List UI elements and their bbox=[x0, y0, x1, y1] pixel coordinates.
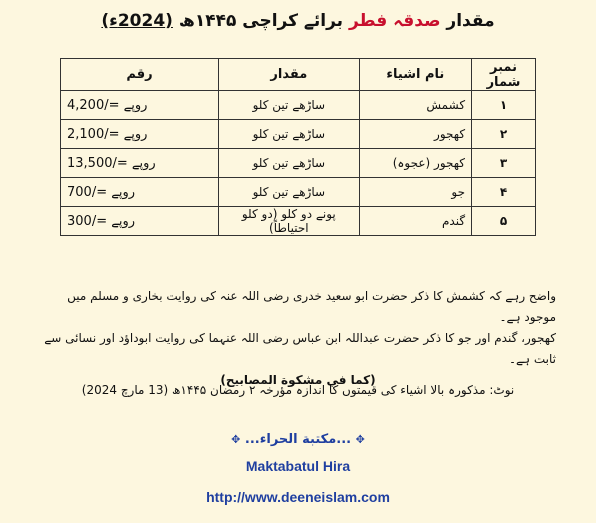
title-middle: برائے کراچی ۱۴۴۵ھ bbox=[178, 11, 344, 31]
row-number: ۵ bbox=[472, 207, 536, 236]
library-arabic-name bbox=[0, 432, 596, 447]
row-item: کھجور bbox=[359, 120, 471, 149]
header-number: نمبر شمار bbox=[472, 59, 536, 91]
table-row bbox=[61, 120, 536, 149]
row-item: گندم bbox=[359, 207, 471, 236]
ornament-icon: ✥ bbox=[231, 433, 241, 446]
header-quantity: مقدار bbox=[218, 59, 359, 91]
row-item: کھجور (عجوہ) bbox=[359, 149, 471, 178]
price-footnote: نوٹ: مذکورہ بالا اشیاء کی قیمتوں کا اندازہ مؤرخہ ۲ رمضان ۱۴۴۵ھ (13 مارچ 2024) bbox=[81, 383, 515, 397]
sadaqa-fitr-table bbox=[60, 58, 536, 236]
row-amount: 700/= روپے bbox=[61, 178, 219, 207]
title-year: (2024ء) bbox=[101, 11, 173, 31]
table-row bbox=[61, 178, 536, 207]
title-highlight: صدقہ فطر bbox=[348, 11, 441, 31]
row-quantity: پونے دو کلو (دو کلو احتیاطاً) bbox=[218, 207, 359, 236]
table-row bbox=[61, 207, 536, 236]
row-amount: 300/= روپے bbox=[61, 207, 219, 236]
row-item: کشمش bbox=[359, 91, 471, 120]
row-amount: 2,100/= روپے bbox=[61, 120, 219, 149]
row-item: جو bbox=[359, 178, 471, 207]
header-item: نام اشیاء bbox=[359, 59, 471, 91]
row-number: ۴ bbox=[472, 178, 536, 207]
note-line: واضح رہے کہ کشمش کا ذکر حضرت ابو سعید خدری رضی اللہ عنہ کی روایت بخاری و مسلم میں موجود ہے۔ bbox=[67, 289, 556, 324]
header-amount: رقم bbox=[61, 59, 219, 91]
library-name: Maktabatul Hira bbox=[245, 458, 351, 474]
table-row bbox=[61, 149, 536, 178]
row-number: ۲ bbox=[472, 120, 536, 149]
note-reference: (كما في مشكوة المصابيح) bbox=[220, 373, 376, 387]
row-quantity: ساڑھے تین کلو bbox=[218, 91, 359, 120]
row-number: ۳ bbox=[472, 149, 536, 178]
table-row bbox=[61, 91, 536, 120]
ornament-icon: ✥ bbox=[355, 433, 365, 446]
row-quantity: ساڑھے تین کلو bbox=[218, 178, 359, 207]
row-amount: 13,500/= روپے bbox=[61, 149, 219, 178]
row-quantity: ساڑھے تین کلو bbox=[218, 149, 359, 178]
note-line: کھجور، گندم اور جو کا ذکر حضرت عبداللہ ابن عباس رضی اللہ عنہما کی روایت ابوداؤد اور نسائی سے ثابت ہے۔ bbox=[44, 331, 556, 366]
library-arabic-text: ...مكتبة الحراء... bbox=[244, 432, 352, 447]
row-quantity: ساڑھے تین کلو bbox=[218, 120, 359, 149]
page-title bbox=[0, 10, 596, 31]
row-amount: 4,200/= روپے bbox=[61, 91, 219, 120]
website-link[interactable]: http://www.deeneislam.com bbox=[206, 489, 390, 505]
title-prefix: مقدار bbox=[446, 11, 495, 31]
table-header-row bbox=[61, 59, 536, 91]
row-number: ۱ bbox=[472, 91, 536, 120]
notes-section bbox=[40, 286, 556, 391]
